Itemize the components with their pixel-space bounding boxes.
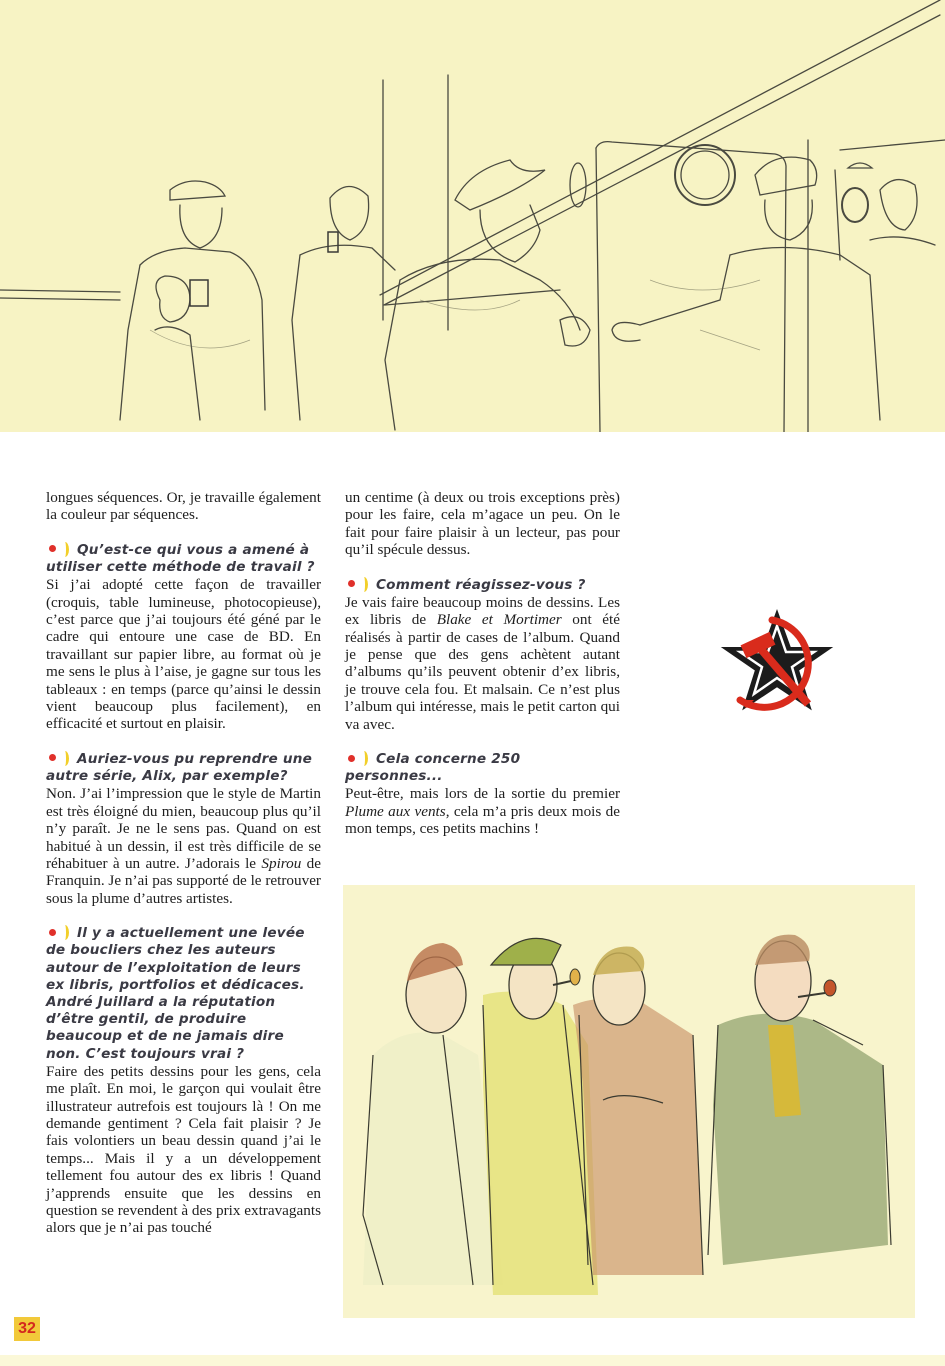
answer-paragraph — [345, 785, 620, 837]
intro-paragraph: longues séquences. Or, je travaille également la couleur par séquences. — [46, 489, 321, 524]
intro-paragraph: un centime (à deux ou trois exceptions près) pour les faire, cela m’agace un peu. On le fait pour faire plaisir à un lecteur, pas pour qu’il spécule dessus. — [345, 489, 620, 559]
page-number: 32 — [14, 1317, 40, 1341]
answer-paragraph: Faire des petits dessins pour les gens, cela me plaît. En moi, le garçon qui voulait être illustrateur autrefois est toujours là ! On me demande gentiment ? Cela fait plaisir ? Je fais volontiers un beau dessin quand j’ai le temps... Mais il y a un développement tellement fou autour des ex libris ! Quand j’apprends ensuite que les dessins en question se revendent à des prix extravagants alors que je n’ai pas touché — [46, 1062, 321, 1237]
answer-paragraph: Si j’ai adopté cette façon de travailler (croquis, table lumineuse, photocopieuse), c’est parce que j’ai toujours été géné par le cadre qui entoure une case de BD. En travaillant sur papier libre, au format où je me sens le plus à l’aise, je gagne sur tous les tableaux : en temps (parce qu’ainsi le dessin vient beaucoup plus facilement), en efficacité et surtout en plaisir. — [46, 576, 321, 733]
question-text: Comment réagissez-vous ? — [376, 576, 586, 593]
red-bullet-icon — [49, 754, 56, 761]
top-illustration — [0, 0, 945, 432]
answer-text: Je vais faire beaucoup moins de dessins. Les ex libris de — [345, 593, 620, 629]
question-text: Cela concerne 250 personnes... — [345, 751, 521, 785]
red-bullet-icon — [49, 545, 56, 552]
yellow-bracket-icon — [61, 542, 69, 557]
answer-text: , cela m’a pris deux mois de mon temps, ces petits machins ! — [345, 802, 621, 838]
four-characters-sketch — [343, 885, 915, 1318]
question-heading — [345, 751, 620, 785]
yellow-bracket-icon — [61, 925, 69, 940]
question-heading — [46, 751, 321, 785]
yellow-bracket-icon — [360, 751, 368, 766]
italic-title: Blake et Mortimer — [436, 611, 562, 629]
ship-corridor-sketch — [0, 0, 945, 432]
answer-text: Non. J’ai l’impression que le style de Martin est très éloigné du mien, beaucoup plus qu’il n’y paraît. Je ne le sens pas. Quand on est habitué à un dessin, il est très difficile de se réhabituer à un autre. J’adorais le — [46, 785, 321, 872]
question-text: Qu’est-ce qui vous a amené à utiliser cette méthode de travail ? — [46, 541, 315, 576]
italic-title: Spirou — [261, 854, 302, 872]
question-text: Il y a actuellement une levée de boucliers chez les auteurs autour de l’exploitation de leurs ex libris, portfolios et dédicaces. André Juillard a la réputation d’être gentil, de produire beaucoup et de ne jamais dire non. C’est toujours vrai ? — [46, 925, 305, 1062]
bottom-strip — [0, 1355, 945, 1366]
question-text: Auriez-vous pu reprendre une autre série, Alix, par exemple? — [46, 750, 312, 785]
star-hammer-sickle-icon — [714, 604, 840, 722]
question-heading — [345, 577, 620, 594]
answer-paragraph — [46, 785, 321, 907]
question-heading — [46, 925, 321, 1063]
italic-title: Plume aux vents — [345, 802, 446, 820]
red-bullet-icon — [49, 929, 56, 936]
yellow-bracket-icon — [360, 577, 368, 592]
yellow-bracket-icon — [61, 751, 69, 766]
bottom-illustration — [343, 885, 915, 1318]
answer-text: ont été réalisés à partir de cases de l’album. Quand je pense que des gens achètent autant d’albums qu’ils peuvent obtenir d’ex libris, je trouve cela fou. Et malsain. Ce n’est plus l’album qui intéresse, mais le petit carton qui va avec. — [345, 611, 621, 733]
answer-text: de Franquin. Je n’ai pas supporté de le retrouver sous la plume d’autres artistes. — [46, 854, 322, 907]
text-column-1 — [46, 489, 321, 1237]
red-bullet-icon — [348, 580, 355, 587]
question-heading — [46, 542, 321, 576]
answer-paragraph — [345, 594, 620, 733]
answer-text: Peut-être, mais lors de la sortie du premier — [345, 785, 620, 803]
text-column-2 — [345, 489, 620, 838]
red-bullet-icon — [348, 755, 355, 762]
